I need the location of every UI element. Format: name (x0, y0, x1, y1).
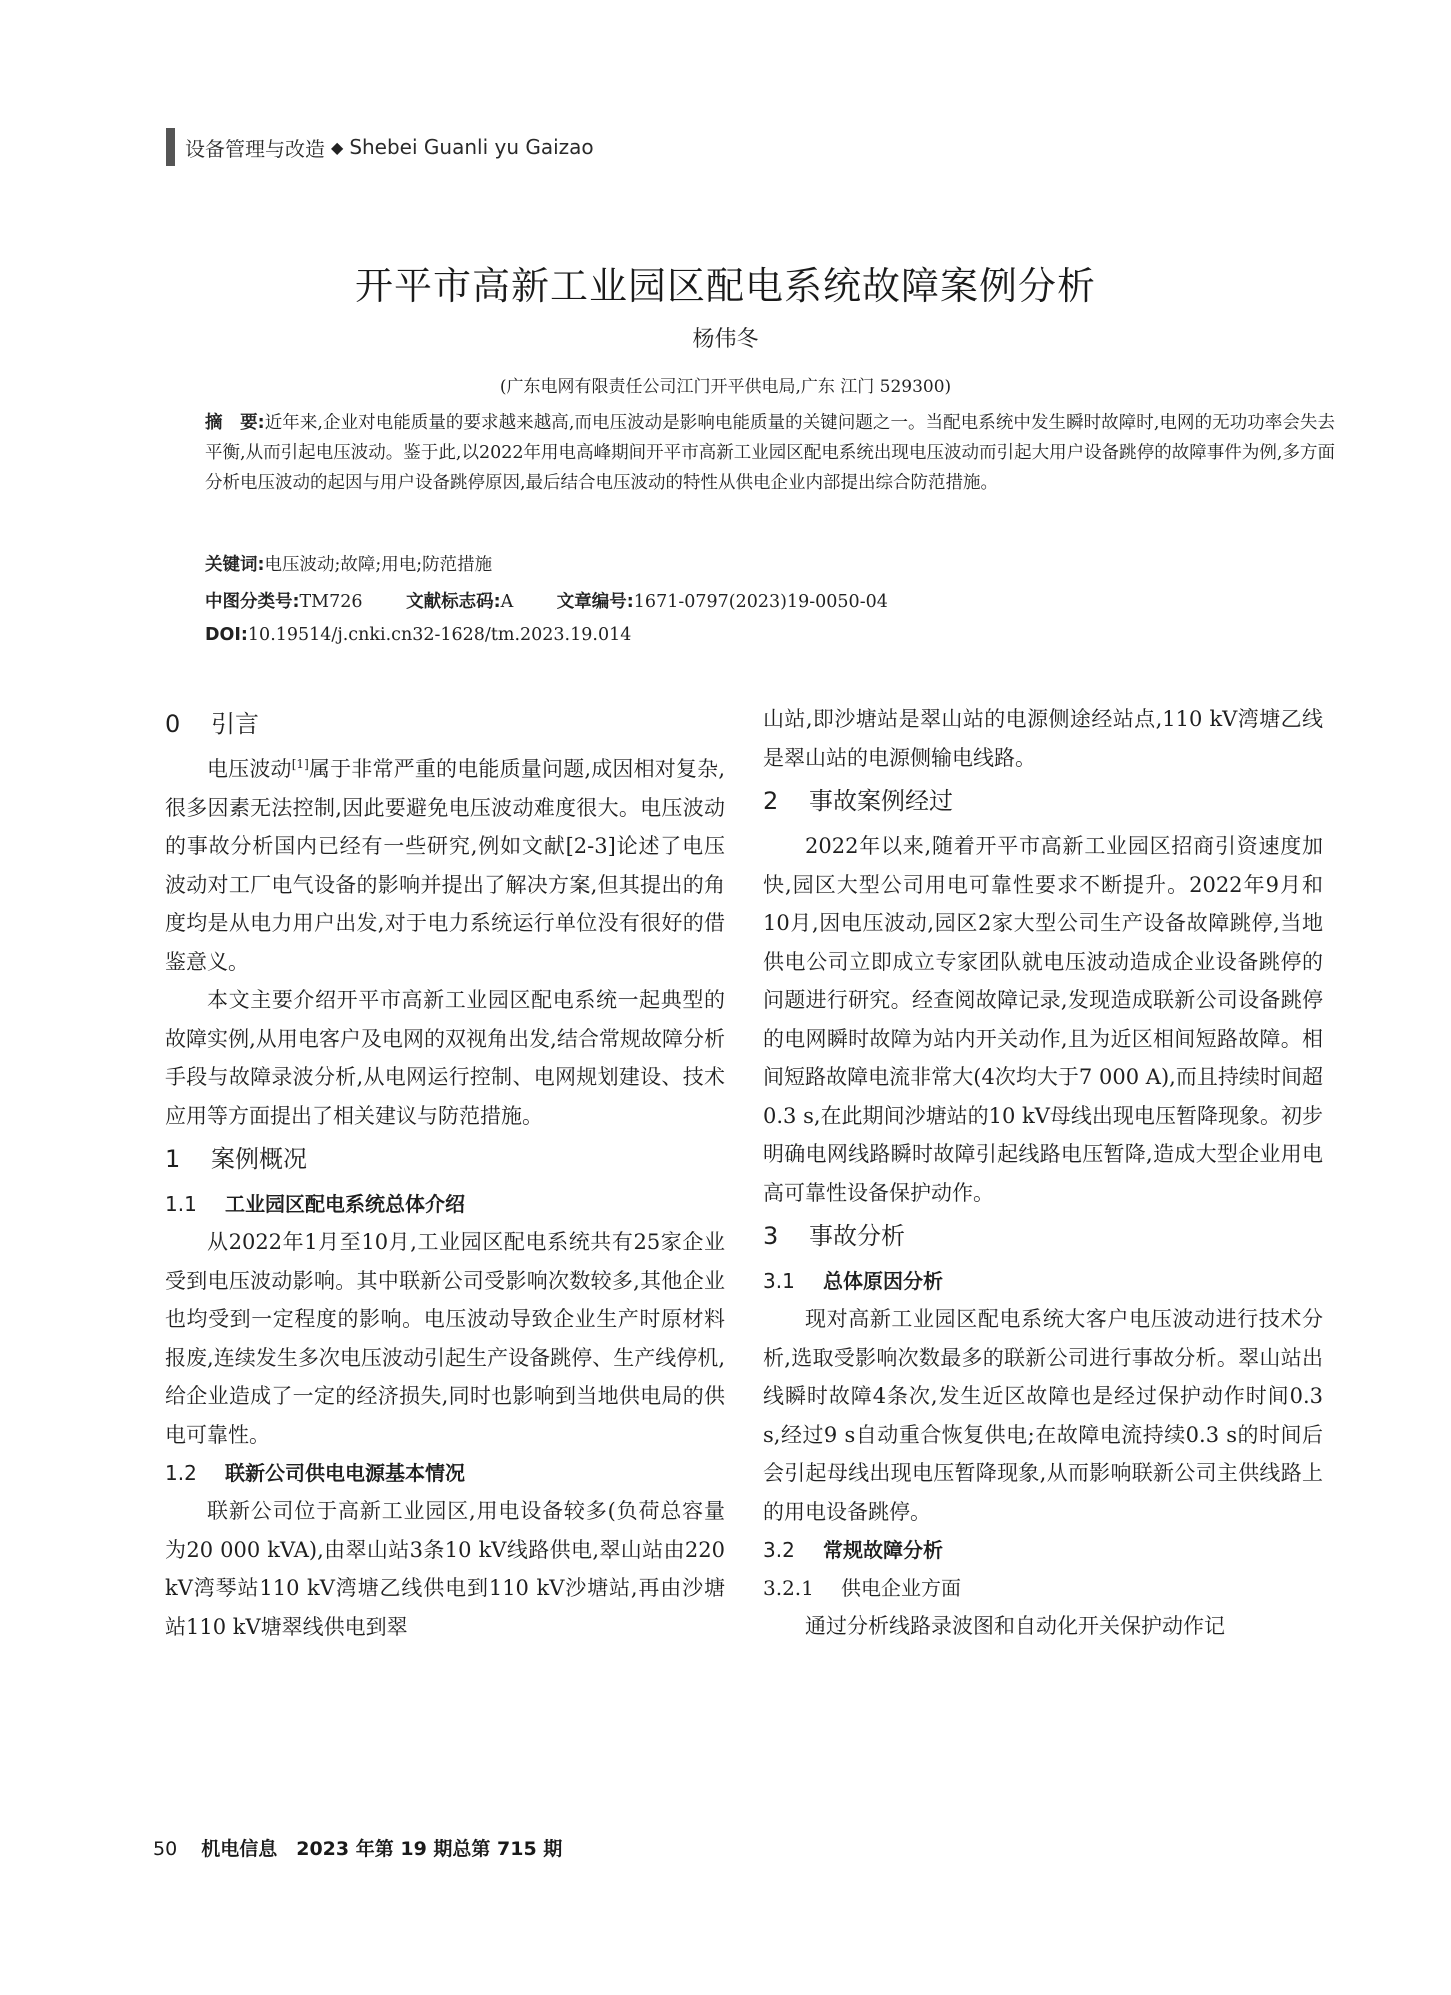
article-number-value: 1671-0797(2023)19-0050-04 (633, 592, 888, 612)
paper-author: 杨伟冬 (692, 327, 759, 352)
section-1-2-paragraph: 联新公司位于高新工业园区,用电设备较多(负荷总容量为20 000 kVA),由翠山站3条10 kV线路供电,翠山站由220 kV湾琴站110 kV湾塘乙线供电到110 kV沙塘站,再由沙塘站110 kV塘翠线供电到翠 (165, 1499, 725, 1639)
section-heading-0: 0 引言 (165, 710, 259, 738)
section-1-2-paragraph-continued: 山站,即沙塘站是翠山站的电源侧途经站点,110 kV湾塘乙线是翠山站的电源侧输电线路。 (763, 707, 1323, 770)
doi-label: DOI: (205, 625, 248, 645)
section-3-2-1-paragraph: 通过分析线路录波图和自动化开关保护动作记 (805, 1614, 1225, 1638)
header-bar (166, 128, 175, 166)
right-column (763, 700, 1323, 1646)
intro-paragraph-1: 电压波动[1]属于非常严重的电能质量问题,成因相对复杂,很多因素无法控制,因此要避免电压波动难度很大。电压波动的事故分析国内已经有一些研究,例如文献[2-3]论述了电压波动对工厂电气设备的影响并提出了解决方案,但其提出的角度均是从电力用户出发,对于电力系统运行单位没有很好的借鉴意义。 (165, 757, 725, 974)
doc-code-label: 文献标志码: (406, 592, 501, 612)
section-1-1-paragraph: 从2022年1月至10月,工业园区配电系统共有25家企业受到电压波动影响。其中联新公司受影响次数较多,其他企业也均受到一定程度的影响。电压波动导致企业生产时原材料报废,连续发生多次电压波动引起生产设备跳停、生产线停机,给企业造成了一定的经济损失,同时也影响到当地供电局的供电可靠性。 (165, 1230, 725, 1447)
clc-value: TM726 (299, 592, 363, 612)
clc-label: 中图分类号: (205, 592, 300, 612)
doi-line (205, 625, 631, 645)
section-heading-2: 2 事故案例经过 (763, 787, 953, 815)
keywords-text: 电压波动;故障;用电;防范措施 (264, 555, 493, 575)
subsection-heading-3-2: 3.2 常规故障分析 (763, 1538, 943, 1562)
subsection-heading-1-1: 1.1 工业园区配电系统总体介绍 (165, 1192, 465, 1216)
section-heading-1: 1 案例概况 (165, 1145, 307, 1173)
abstract-label: 摘 要: (205, 413, 265, 433)
journal-issue: 机电信息 2023 年第 19 期总第 715 期 (201, 1838, 563, 1860)
keywords (205, 551, 492, 576)
doi-value: 10.19514/j.cnki.cn32-1628/tm.2023.19.014 (247, 625, 632, 645)
diamond-icon: ◆ (331, 137, 344, 157)
section-2-paragraph: 2022年以来,随着开平市高新工业园区招商引资速度加快,园区大型公司用电可靠性要求不断提升。2022年9月和10月,因电压波动,园区2家大型公司生产设备故障跳停,当地供电公司立即成立专家团队就电压波动造成企业设备跳停的问题进行研究。经查阅故障记录,发现造成联新公司设备跳停的电网瞬时故障为站内开关动作,且为近区相间短路故障。相间短路故障电流非常大(4次均大于7 000 A),而且持续时间超0.3 s,在此期间沙塘站的10 kV母线出现电压暂降现象。初步明确电网线路瞬时故障引起线路电压暂降,造成大型企业用电高可靠性设备保护动作。 (763, 834, 1323, 1205)
subsection-heading-3-1: 3.1 总体原因分析 (763, 1269, 943, 1293)
subsection-heading-3-2-1: 3.2.1 供电企业方面 (763, 1576, 961, 1600)
section-heading-3: 3 事故分析 (763, 1222, 905, 1250)
classification-line (205, 588, 888, 613)
paper-affiliation: (广东电网有限责任公司江门开平供电局,广东 江门 529300) (499, 377, 952, 397)
citation-ref: [1] (291, 757, 309, 771)
section-3-1-paragraph: 现对高新工业园区配电系统大客户电压波动进行技术分析,选取受影响次数最多的联新公司进行事故分析。翠山站出线瞬时故障4条次,发生近区故障也是经过保护动作时间0.3 s,经过9 s自动重合恢复供电;在故障电流持续0.3 s的时间后会引起母线出现电压暂降现象,从而影响联新公司主供线路上的用电设备跳停。 (763, 1307, 1323, 1524)
paper-title: 开平市高新工业园区配电系统故障案例分析 (354, 264, 1096, 308)
running-header (166, 127, 594, 167)
abstract (205, 408, 1335, 498)
abstract-text: 近年来,企业对电能质量的要求越来越高,而电压波动是影响电能质量的关键问题之一。当配电系统中发生瞬时故障时,电网的无功功率会失去平衡,从而引起电压波动。鉴于此,以2022年用电高峰期间开平市高新工业园区配电系统出现电压波动而引起大用户设备跳停的故障事件为例,多方面分析电压波动的起因与用户设备跳停原因,最后结合电压波动的特性从供电企业内部提出综合防范措施。 (205, 413, 1335, 493)
page-footer (153, 1834, 562, 1861)
page-number: 50 (153, 1838, 178, 1860)
keywords-label: 关键词: (205, 555, 265, 575)
article-number-label: 文章编号: (556, 592, 634, 612)
header-section-pinyin: Shebei Guanli yu Gaizao (349, 135, 594, 159)
intro-paragraph-2: 本文主要介绍开平市高新工业园区配电系统一起典型的故障实例,从用电客户及电网的双视角出发,结合常规故障分析手段与故障录波分析,从电网运行控制、电网规划建设、技术应用等方面提出了相关建议与防范措施。 (165, 988, 725, 1128)
left-column (165, 700, 725, 1646)
subsection-heading-1-2: 1.2 联新公司供电电源基本情况 (165, 1461, 465, 1485)
doc-code-value: A (500, 592, 514, 612)
header-section-cn: 设备管理与改造 (185, 136, 325, 161)
